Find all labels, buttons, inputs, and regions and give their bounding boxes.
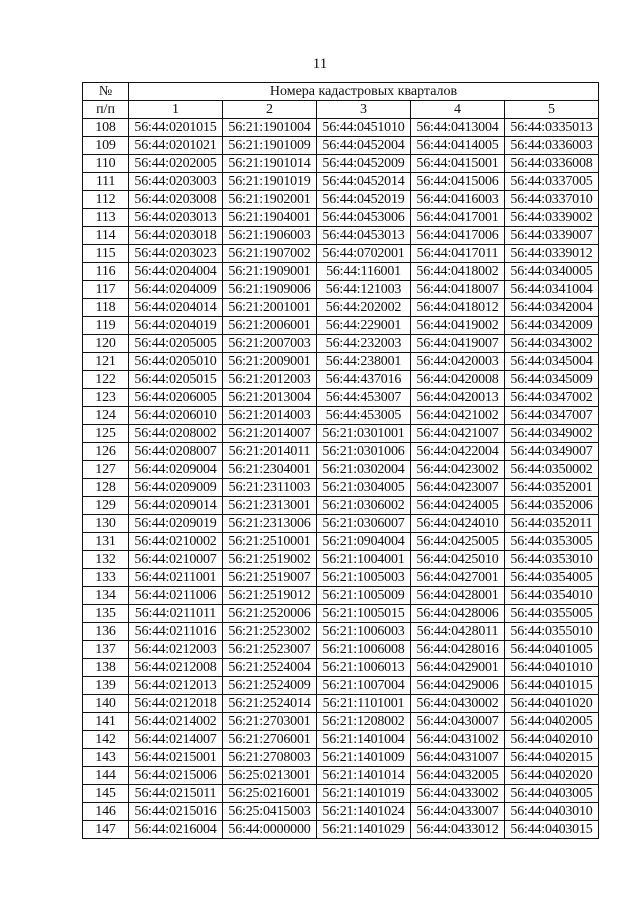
quarter-cell-col1: 56:44:0203008 — [129, 191, 223, 209]
quarter-cell-col3: 56:44:229001 — [317, 317, 411, 335]
quarter-cell-col4: 56:44:0427001 — [411, 569, 505, 587]
table-row — [83, 479, 599, 497]
quarter-cell-col2: 56:21:2304001 — [223, 461, 317, 479]
table-row — [83, 497, 599, 515]
quarter-cell-col4: 56:44:0425010 — [411, 551, 505, 569]
quarter-cell-col3: 56:21:0301001 — [317, 425, 411, 443]
quarter-cell-col1: 56:44:0210002 — [129, 533, 223, 551]
table-row — [83, 659, 599, 677]
quarter-cell-col1: 56:44:0211011 — [129, 605, 223, 623]
quarter-cell-col3: 56:21:1006008 — [317, 641, 411, 659]
quarter-cell-col2: 56:21:1902001 — [223, 191, 317, 209]
quarter-cell-col2: 56:21:2520006 — [223, 605, 317, 623]
quarter-cell-col2: 56:21:2007003 — [223, 335, 317, 353]
quarter-cell-col4: 56:44:0428016 — [411, 641, 505, 659]
quarter-cell-col1: 56:44:0205005 — [129, 335, 223, 353]
quarter-cell-col5: 56:44:0401010 — [505, 659, 599, 677]
row-number-cell: 117 — [83, 281, 129, 299]
quarter-cell-col5: 56:44:0352006 — [505, 497, 599, 515]
quarter-cell-col5: 56:44:0402010 — [505, 731, 599, 749]
quarter-cell-col4: 56:44:0430002 — [411, 695, 505, 713]
row-number-cell: 111 — [83, 173, 129, 191]
quarter-cell-col3: 56:21:1401009 — [317, 749, 411, 767]
row-number-cell: 112 — [83, 191, 129, 209]
quarter-cell-col5: 56:44:0347007 — [505, 407, 599, 425]
row-number-cell: 130 — [83, 515, 129, 533]
quarter-cell-col3: 56:44:238001 — [317, 353, 411, 371]
quarter-cell-col1: 56:44:0214007 — [129, 731, 223, 749]
quarter-cell-col5: 56:44:0345004 — [505, 353, 599, 371]
row-number-cell: 126 — [83, 443, 129, 461]
row-number-cell: 136 — [83, 623, 129, 641]
quarter-cell-col5: 56:44:0352001 — [505, 479, 599, 497]
quarter-cell-col1: 56:44:0206010 — [129, 407, 223, 425]
quarter-cell-col1: 56:44:0204004 — [129, 263, 223, 281]
quarter-cell-col2: 56:21:2524004 — [223, 659, 317, 677]
quarter-cell-col2: 56:21:2708003 — [223, 749, 317, 767]
quarter-cell-col3: 56:21:1005009 — [317, 587, 411, 605]
quarter-cell-col1: 56:44:0209019 — [129, 515, 223, 533]
quarter-cell-col5: 56:44:0336008 — [505, 155, 599, 173]
quarter-cell-col4: 56:44:0423007 — [411, 479, 505, 497]
quarter-cell-col5: 56:44:0336003 — [505, 137, 599, 155]
quarter-cell-col4: 56:44:0422004 — [411, 443, 505, 461]
quarter-cell-col4: 56:44:0413004 — [411, 119, 505, 137]
row-number-cell: 127 — [83, 461, 129, 479]
table-row — [83, 713, 599, 731]
table-row — [83, 677, 599, 695]
page-number: 11 — [312, 56, 328, 72]
quarter-cell-col5: 56:44:0343002 — [505, 335, 599, 353]
quarter-cell-col2: 56:21:1906003 — [223, 227, 317, 245]
quarter-cell-col2: 56:21:2519007 — [223, 569, 317, 587]
quarter-cell-col4: 56:44:0428011 — [411, 623, 505, 641]
header-row-group — [83, 83, 599, 101]
quarter-cell-col4: 56:44:0416003 — [411, 191, 505, 209]
row-number-cell: 135 — [83, 605, 129, 623]
quarter-cell-col3: 56:44:0452004 — [317, 137, 411, 155]
quarter-cell-col1: 56:44:0212018 — [129, 695, 223, 713]
table-row — [83, 425, 599, 443]
quarter-cell-col1: 56:44:0210007 — [129, 551, 223, 569]
quarter-cell-col5: 56:44:0342004 — [505, 299, 599, 317]
quarter-cell-col5: 56:44:0339007 — [505, 227, 599, 245]
quarter-cell-col2: 56:21:2006001 — [223, 317, 317, 335]
column-header-3: 3 — [317, 101, 411, 119]
quarter-cell-col5: 56:44:0355010 — [505, 623, 599, 641]
table-row — [83, 407, 599, 425]
row-number-cell: 114 — [83, 227, 129, 245]
table-row — [83, 389, 599, 407]
table-row — [83, 191, 599, 209]
quarter-cell-col2: 56:21:2311003 — [223, 479, 317, 497]
quarter-cell-col5: 56:44:0354005 — [505, 569, 599, 587]
quarter-cell-col2: 56:21:2706001 — [223, 731, 317, 749]
quarter-cell-col1: 56:44:0203003 — [129, 173, 223, 191]
quarter-cell-col4: 56:44:0433012 — [411, 821, 505, 839]
quarter-cell-col5: 56:44:0337005 — [505, 173, 599, 191]
row-number-cell: 125 — [83, 425, 129, 443]
quarter-cell-col2: 56:21:1907002 — [223, 245, 317, 263]
quarter-cell-col2: 56:21:1901009 — [223, 137, 317, 155]
table-row — [83, 515, 599, 533]
quarter-cell-col4: 56:44:0430007 — [411, 713, 505, 731]
quarter-cell-col4: 56:44:0414005 — [411, 137, 505, 155]
quarter-cell-col3: 56:44:202002 — [317, 299, 411, 317]
quarter-cell-col2: 56:21:2012003 — [223, 371, 317, 389]
quarter-cell-col4: 56:44:0421002 — [411, 407, 505, 425]
quarter-cell-col2: 56:21:2313006 — [223, 515, 317, 533]
quarter-cell-col1: 56:44:0211016 — [129, 623, 223, 641]
quarter-cell-col3: 56:21:1401024 — [317, 803, 411, 821]
quarter-cell-col5: 56:44:0401015 — [505, 677, 599, 695]
quarter-cell-col4: 56:44:0431002 — [411, 731, 505, 749]
quarter-cell-col1: 56:44:0209004 — [129, 461, 223, 479]
table-row — [83, 641, 599, 659]
table-row — [83, 263, 599, 281]
row-number-cell: 128 — [83, 479, 129, 497]
quarter-cell-col1: 56:44:0216004 — [129, 821, 223, 839]
quarter-cell-col3: 56:44:0452014 — [317, 173, 411, 191]
table-row — [83, 749, 599, 767]
quarter-cell-col5: 56:44:0353005 — [505, 533, 599, 551]
row-number-cell: 132 — [83, 551, 129, 569]
cadastral-quarters-table — [82, 82, 599, 839]
quarter-cell-col4: 56:44:0429001 — [411, 659, 505, 677]
row-number-cell: 140 — [83, 695, 129, 713]
quarter-cell-col2: 56:21:1901014 — [223, 155, 317, 173]
row-number-cell: 123 — [83, 389, 129, 407]
quarter-cell-col1: 56:44:0202005 — [129, 155, 223, 173]
quarter-cell-col1: 56:44:0215011 — [129, 785, 223, 803]
quarter-cell-col1: 56:44:0215006 — [129, 767, 223, 785]
quarter-cell-col5: 56:44:0402005 — [505, 713, 599, 731]
quarter-cell-col1: 56:44:0205015 — [129, 371, 223, 389]
quarter-cell-col5: 56:44:0354010 — [505, 587, 599, 605]
quarter-cell-col1: 56:44:0215016 — [129, 803, 223, 821]
quarter-cell-col4: 56:44:0428001 — [411, 587, 505, 605]
quarter-cell-col3: 56:21:0302004 — [317, 461, 411, 479]
row-number-cell: 133 — [83, 569, 129, 587]
quarter-cell-col2: 56:21:2524009 — [223, 677, 317, 695]
quarter-cell-col1: 56:44:0201021 — [129, 137, 223, 155]
table-row — [83, 281, 599, 299]
row-number-cell: 124 — [83, 407, 129, 425]
quarter-cell-col5: 56:44:0403005 — [505, 785, 599, 803]
quarter-cell-col1: 56:44:0203023 — [129, 245, 223, 263]
quarter-cell-col2: 56:21:2014003 — [223, 407, 317, 425]
quarter-cell-col4: 56:44:0415006 — [411, 173, 505, 191]
quarter-cell-col4: 56:44:0420013 — [411, 389, 505, 407]
row-number-cell: 147 — [83, 821, 129, 839]
table-row — [83, 443, 599, 461]
row-number-cell: 137 — [83, 641, 129, 659]
quarter-cell-col3: 56:21:0306007 — [317, 515, 411, 533]
quarter-cell-col2: 56:21:2001001 — [223, 299, 317, 317]
quarter-cell-col4: 56:44:0424005 — [411, 497, 505, 515]
quarter-cell-col3: 56:21:1101001 — [317, 695, 411, 713]
quarter-cell-col5: 56:44:0339012 — [505, 245, 599, 263]
group-title: Номера кадастровых кварталов — [129, 83, 599, 101]
quarter-cell-col5: 56:44:0403015 — [505, 821, 599, 839]
quarter-cell-col4: 56:44:0420008 — [411, 371, 505, 389]
quarter-cell-col2: 56:21:2013004 — [223, 389, 317, 407]
row-number-cell: 113 — [83, 209, 129, 227]
table-row — [83, 569, 599, 587]
row-number-cell: 138 — [83, 659, 129, 677]
quarter-cell-col1: 56:44:0201015 — [129, 119, 223, 137]
quarter-cell-col3: 56:21:1401004 — [317, 731, 411, 749]
quarter-cell-col2: 56:21:1909001 — [223, 263, 317, 281]
quarter-cell-col3: 56:21:1007004 — [317, 677, 411, 695]
quarter-cell-col2: 56:21:2313001 — [223, 497, 317, 515]
column-header-4: 4 — [411, 101, 505, 119]
table-header — [83, 83, 599, 119]
quarter-cell-col3: 56:21:1401019 — [317, 785, 411, 803]
quarter-cell-col4: 56:44:0417006 — [411, 227, 505, 245]
quarter-cell-col2: 56:21:2524014 — [223, 695, 317, 713]
quarter-cell-col2: 56:21:2523002 — [223, 623, 317, 641]
quarter-cell-col3: 56:44:0451010 — [317, 119, 411, 137]
table-row — [83, 533, 599, 551]
quarter-cell-col2: 56:21:2009001 — [223, 353, 317, 371]
table-row — [83, 695, 599, 713]
quarter-cell-col1: 56:44:0209014 — [129, 497, 223, 515]
quarter-cell-col4: 56:44:0418002 — [411, 263, 505, 281]
quarter-cell-col2: 56:21:1901004 — [223, 119, 317, 137]
quarter-cell-col3: 56:21:1005015 — [317, 605, 411, 623]
row-number-cell: 122 — [83, 371, 129, 389]
quarter-cell-col2: 56:25:0415003 — [223, 803, 317, 821]
quarter-cell-col1: 56:44:0212003 — [129, 641, 223, 659]
row-number-cell: 109 — [83, 137, 129, 155]
row-number-cell: 121 — [83, 353, 129, 371]
column-header-1: 1 — [129, 101, 223, 119]
quarter-cell-col4: 56:44:0431007 — [411, 749, 505, 767]
row-number-cell: 115 — [83, 245, 129, 263]
table-row — [83, 335, 599, 353]
row-number-cell: 141 — [83, 713, 129, 731]
quarter-cell-col5: 56:44:0402020 — [505, 767, 599, 785]
quarter-cell-col4: 56:44:0428006 — [411, 605, 505, 623]
table-row — [83, 299, 599, 317]
quarter-cell-col2: 56:21:2510001 — [223, 533, 317, 551]
quarter-cell-col3: 56:44:0702001 — [317, 245, 411, 263]
table-row — [83, 173, 599, 191]
quarter-cell-col5: 56:44:0337010 — [505, 191, 599, 209]
table-row — [83, 767, 599, 785]
table-row — [83, 353, 599, 371]
quarter-cell-col1: 56:44:0204014 — [129, 299, 223, 317]
table-row — [83, 137, 599, 155]
quarter-cell-col4: 56:44:0429006 — [411, 677, 505, 695]
quarter-cell-col3: 56:44:0453006 — [317, 209, 411, 227]
quarter-cell-col1: 56:44:0204019 — [129, 317, 223, 335]
quarter-cell-col4: 56:44:0423002 — [411, 461, 505, 479]
table-row — [83, 821, 599, 839]
quarter-cell-col4: 56:44:0419002 — [411, 317, 505, 335]
header-row-columns — [83, 101, 599, 119]
table-row — [83, 461, 599, 479]
table-row — [83, 119, 599, 137]
quarter-cell-col5: 56:44:0335013 — [505, 119, 599, 137]
column-header-2: 2 — [223, 101, 317, 119]
quarter-cell-col5: 56:44:0345009 — [505, 371, 599, 389]
quarter-cell-col4: 56:44:0415001 — [411, 155, 505, 173]
quarter-cell-col1: 56:44:0203018 — [129, 227, 223, 245]
table-row — [83, 227, 599, 245]
quarter-cell-col2: 56:21:2519012 — [223, 587, 317, 605]
row-number-cell: 119 — [83, 317, 129, 335]
quarter-cell-col3: 56:21:0306002 — [317, 497, 411, 515]
quarter-cell-col3: 56:44:0453013 — [317, 227, 411, 245]
quarter-cell-col1: 56:44:0204009 — [129, 281, 223, 299]
quarter-cell-col3: 56:21:0304005 — [317, 479, 411, 497]
table-row — [83, 605, 599, 623]
quarter-cell-col1: 56:44:0209009 — [129, 479, 223, 497]
quarter-cell-col1: 56:44:0212008 — [129, 659, 223, 677]
quarter-cell-col3: 56:21:1006003 — [317, 623, 411, 641]
row-number-cell: 146 — [83, 803, 129, 821]
quarter-cell-col3: 56:21:1401014 — [317, 767, 411, 785]
row-number-cell: 108 — [83, 119, 129, 137]
row-number-cell: 120 — [83, 335, 129, 353]
table-row — [83, 155, 599, 173]
row-number-cell: 142 — [83, 731, 129, 749]
quarter-cell-col1: 56:44:0212013 — [129, 677, 223, 695]
quarter-cell-col3: 56:21:1004001 — [317, 551, 411, 569]
table-body — [83, 119, 599, 839]
row-number-cell: 131 — [83, 533, 129, 551]
quarter-cell-col1: 56:44:0205010 — [129, 353, 223, 371]
row-number-cell: 139 — [83, 677, 129, 695]
quarter-cell-col4: 56:44:0417001 — [411, 209, 505, 227]
quarter-cell-col1: 56:44:0215001 — [129, 749, 223, 767]
quarter-cell-col2: 56:21:2703001 — [223, 713, 317, 731]
quarter-cell-col5: 56:44:0340005 — [505, 263, 599, 281]
quarter-cell-col1: 56:44:0211006 — [129, 587, 223, 605]
quarter-cell-col1: 56:44:0214002 — [129, 713, 223, 731]
quarter-cell-col2: 56:21:2014007 — [223, 425, 317, 443]
table-row — [83, 803, 599, 821]
quarter-cell-col2: 56:21:2014011 — [223, 443, 317, 461]
quarter-cell-col5: 56:44:0401005 — [505, 641, 599, 659]
row-number-cell: 145 — [83, 785, 129, 803]
quarter-cell-col3: 56:44:0452009 — [317, 155, 411, 173]
quarter-cell-col4: 56:44:0421007 — [411, 425, 505, 443]
quarter-cell-col4: 56:44:0419007 — [411, 335, 505, 353]
quarter-cell-col3: 56:21:1006013 — [317, 659, 411, 677]
quarter-cell-col3: 56:44:116001 — [317, 263, 411, 281]
table-row — [83, 371, 599, 389]
table-row — [83, 587, 599, 605]
row-number-cell: 129 — [83, 497, 129, 515]
quarter-cell-col2: 56:21:1904001 — [223, 209, 317, 227]
quarter-cell-col4: 56:44:0432005 — [411, 767, 505, 785]
quarter-cell-col3: 56:21:0904004 — [317, 533, 411, 551]
quarter-cell-col2: 56:21:1909006 — [223, 281, 317, 299]
table-row — [83, 245, 599, 263]
quarter-cell-col1: 56:44:0211001 — [129, 569, 223, 587]
quarter-cell-col4: 56:44:0433007 — [411, 803, 505, 821]
row-number-cell: 143 — [83, 749, 129, 767]
row-number-header-line2: п/п — [83, 101, 129, 119]
table-row — [83, 209, 599, 227]
quarter-cell-col1: 56:44:0208002 — [129, 425, 223, 443]
quarter-cell-col5: 56:44:0341004 — [505, 281, 599, 299]
quarter-cell-col2: 56:21:2523007 — [223, 641, 317, 659]
table-row — [83, 785, 599, 803]
row-number-cell: 134 — [83, 587, 129, 605]
quarter-cell-col4: 56:44:0417011 — [411, 245, 505, 263]
quarter-cell-col4: 56:44:0420003 — [411, 353, 505, 371]
quarter-cell-col1: 56:44:0208007 — [129, 443, 223, 461]
quarter-cell-col5: 56:44:0353010 — [505, 551, 599, 569]
quarter-cell-col3: 56:44:232003 — [317, 335, 411, 353]
quarter-cell-col2: 56:21:2519002 — [223, 551, 317, 569]
row-number-cell: 118 — [83, 299, 129, 317]
quarter-cell-col5: 56:44:0347002 — [505, 389, 599, 407]
row-number-cell: 110 — [83, 155, 129, 173]
quarter-cell-col4: 56:44:0433002 — [411, 785, 505, 803]
quarter-cell-col5: 56:44:0349002 — [505, 425, 599, 443]
row-number-header-line1: № — [83, 83, 129, 101]
quarter-cell-col4: 56:44:0425005 — [411, 533, 505, 551]
quarter-cell-col5: 56:44:0402015 — [505, 749, 599, 767]
quarter-cell-col3: 56:44:121003 — [317, 281, 411, 299]
quarter-cell-col2: 56:25:0216001 — [223, 785, 317, 803]
quarter-cell-col3: 56:21:1208002 — [317, 713, 411, 731]
quarter-cell-col5: 56:44:0355005 — [505, 605, 599, 623]
quarter-cell-col3: 56:21:1005003 — [317, 569, 411, 587]
quarter-cell-col5: 56:44:0352011 — [505, 515, 599, 533]
quarter-cell-col3: 56:44:453007 — [317, 389, 411, 407]
quarter-cell-col3: 56:21:0301006 — [317, 443, 411, 461]
quarter-cell-col4: 56:44:0424010 — [411, 515, 505, 533]
quarter-cell-col4: 56:44:0418012 — [411, 299, 505, 317]
quarter-cell-col5: 56:44:0401020 — [505, 695, 599, 713]
column-header-5: 5 — [505, 101, 599, 119]
quarter-cell-col1: 56:44:0206005 — [129, 389, 223, 407]
quarter-cell-col3: 56:21:1401029 — [317, 821, 411, 839]
quarter-cell-col1: 56:44:0203013 — [129, 209, 223, 227]
quarter-cell-col3: 56:44:453005 — [317, 407, 411, 425]
quarter-cell-col5: 56:44:0339002 — [505, 209, 599, 227]
table-row — [83, 731, 599, 749]
table-row — [83, 623, 599, 641]
quarter-cell-col2: 56:21:1901019 — [223, 173, 317, 191]
table-row — [83, 317, 599, 335]
quarter-cell-col3: 56:44:437016 — [317, 371, 411, 389]
quarter-cell-col5: 56:44:0350002 — [505, 461, 599, 479]
row-number-cell: 144 — [83, 767, 129, 785]
quarter-cell-col2: 56:25:0213001 — [223, 767, 317, 785]
table-row — [83, 551, 599, 569]
quarter-cell-col5: 56:44:0349007 — [505, 443, 599, 461]
quarter-cell-col3: 56:44:0452019 — [317, 191, 411, 209]
quarter-cell-col5: 56:44:0342009 — [505, 317, 599, 335]
quarter-cell-col2: 56:44:0000000 — [223, 821, 317, 839]
quarter-cell-col4: 56:44:0418007 — [411, 281, 505, 299]
row-number-cell: 116 — [83, 263, 129, 281]
quarter-cell-col5: 56:44:0403010 — [505, 803, 599, 821]
